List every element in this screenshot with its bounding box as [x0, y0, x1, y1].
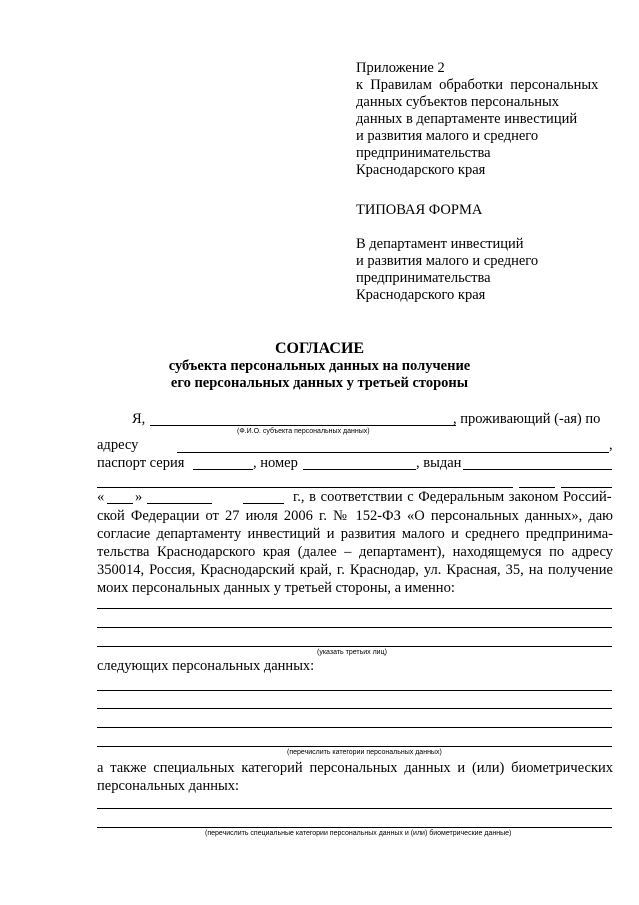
- appendix-line: данных субъектов персональных: [356, 94, 559, 110]
- third-party-field-1[interactable]: [97, 608, 612, 609]
- addressee-line: и развития малого и среднего: [356, 253, 539, 269]
- date-close-quote: »: [135, 489, 143, 505]
- categories-field-1[interactable]: [97, 690, 612, 691]
- address-comma: ,: [609, 437, 613, 453]
- paragraph-line: 350014, Россия, Краснодарский край, г. Краснодар, ул. Красная, 35, на получение: [97, 562, 613, 578]
- special-field-1[interactable]: [97, 808, 612, 809]
- passport-issued-field[interactable]: [463, 469, 612, 470]
- fio-field[interactable]: [150, 425, 456, 426]
- special-categories-text: [97, 759, 613, 795]
- passport-series-field[interactable]: [193, 469, 253, 470]
- passport-series-label: паспорт серия: [97, 455, 185, 471]
- categories-field-4[interactable]: [97, 746, 612, 747]
- categories-field-2[interactable]: [97, 708, 612, 709]
- paragraph-line: тельства Краснодарского края (далее – департамент), находящемуся по адресу: [97, 544, 613, 560]
- date-open-quote: «: [97, 489, 105, 505]
- year-law-text: г., в соответствии с Федеральным законом Россий-: [293, 489, 612, 505]
- appendix-line: данных в департаменте инвестиций: [356, 111, 578, 127]
- date-year-field[interactable]: [243, 503, 284, 504]
- paragraph-line: моих персональных данных у третьей стороны, а именно:: [97, 580, 455, 596]
- special-line: персональных данных:: [97, 778, 240, 794]
- appendix-block: [356, 60, 598, 179]
- third-party-field-3[interactable]: [97, 646, 612, 647]
- document-subtitle-2: его персональных данных у третьей стороны: [170, 375, 469, 391]
- third-party-field-2[interactable]: [97, 627, 612, 628]
- categories-caption: (перечислить категории персональных данных): [287, 749, 442, 756]
- appendix-line: предпринимательства: [356, 145, 491, 161]
- issued-continuation-field-2[interactable]: [519, 487, 555, 488]
- issued-continuation-field[interactable]: [97, 487, 513, 488]
- form-type-label: ТИПОВАЯ ФОРМА: [356, 202, 483, 218]
- passport-number-field[interactable]: [303, 469, 416, 470]
- special-field-2[interactable]: [97, 827, 612, 828]
- passport-number-label: , номер: [253, 455, 298, 471]
- living-label: , проживающий (-ая) по: [453, 411, 601, 427]
- following-data-label: следующих персональных данных:: [97, 658, 315, 674]
- addressee-block: [356, 236, 538, 304]
- addressee-line: предпринимательства: [356, 270, 491, 286]
- ya-label: Я,: [132, 411, 146, 427]
- consent-paragraph: [97, 507, 613, 597]
- appendix-line: и развития малого и среднего: [356, 128, 539, 144]
- third-parties-caption: (указать третьих лиц): [317, 649, 387, 656]
- document-title: СОГЛАСИЕ: [274, 340, 365, 357]
- fio-caption: (Ф.И.О. субъекта персональных данных): [237, 428, 370, 435]
- addressee-line: Краснодарского края: [356, 287, 486, 303]
- appendix-line: Краснодарского края: [356, 162, 486, 178]
- passport-issued-label: , выдан: [416, 455, 462, 471]
- categories-field-3[interactable]: [97, 727, 612, 728]
- special-caption: (перечислить специальные категории персональных данных и (или) биометрические данные): [205, 830, 512, 837]
- appendix-line: к Правилам обработки персональных: [356, 77, 599, 93]
- paragraph-line: ской Федерации от 27 июля 2006 г. № 152-ФЗ «О персональных данных», даю: [97, 508, 613, 524]
- special-line: а также специальных категорий персональных данных и (или) биометрических: [97, 760, 613, 776]
- appendix-line: Приложение 2: [356, 60, 445, 76]
- date-month-field[interactable]: [147, 503, 212, 504]
- address-label: адресу: [97, 437, 139, 453]
- issued-continuation-field-3[interactable]: [561, 487, 612, 488]
- paragraph-line: согласие департаменту инвестиций и развития малого и среднего предпринима-: [97, 526, 613, 542]
- address-field[interactable]: [177, 452, 609, 453]
- date-day-field[interactable]: [107, 503, 133, 504]
- addressee-line: В департамент инвестиций: [356, 236, 524, 252]
- document-subtitle-1: субъекта персональных данных на получение: [168, 358, 471, 374]
